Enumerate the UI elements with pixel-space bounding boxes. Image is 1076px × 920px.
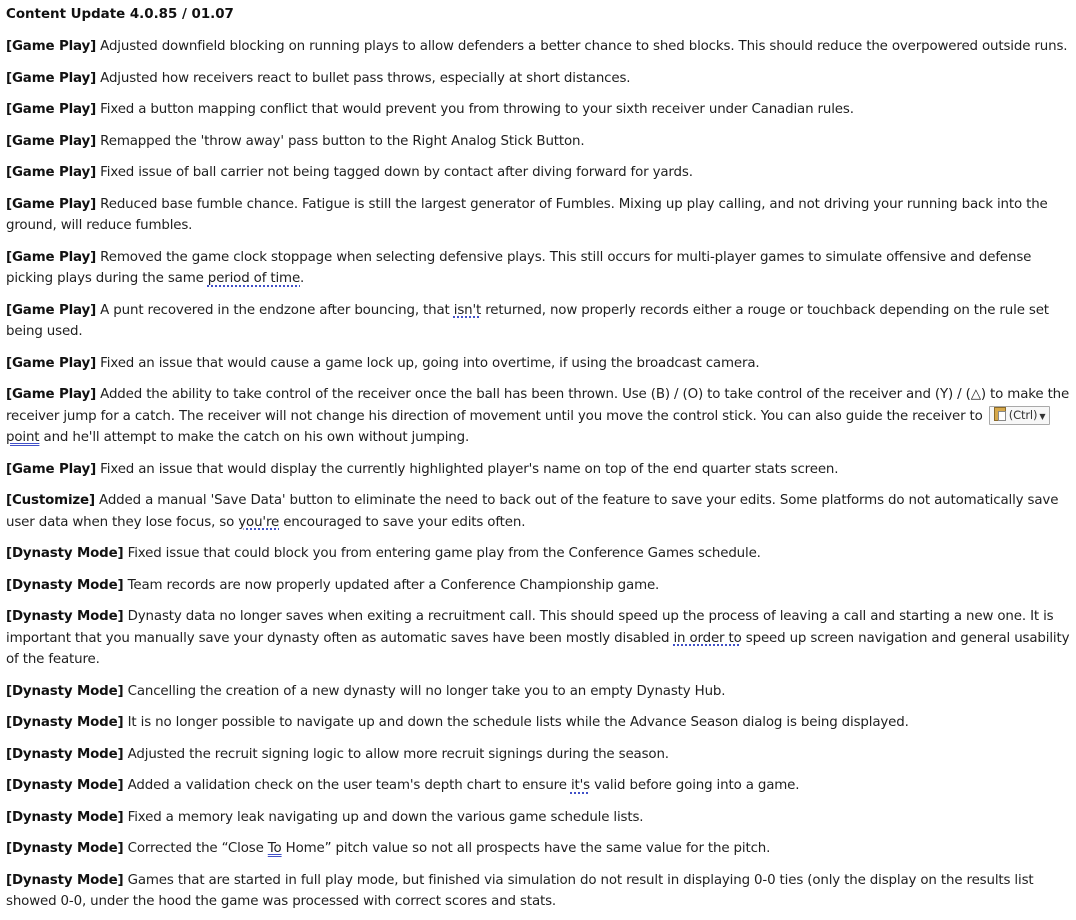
entry-text: Adjusted downfield blocking on running plays to allow defenders a better chance to shed blocks. This should reduce the overpowered outside runs. (96, 39, 1068, 54)
entry-text: Adjusted how receivers react to bullet pass throws, especially at short distances. (96, 70, 631, 86)
category-tag: [Game Play] (6, 102, 97, 117)
category-tag: [Game Play] (6, 165, 97, 180)
entry-text: A punt recovered in the endzone after bouncing, that (96, 302, 454, 318)
patch-note-entry (6, 870, 1070, 913)
entry-text: Corrected the “Close (123, 841, 268, 856)
patch-note-entry (6, 194, 1070, 237)
category-tag: [Dynasty Mode] (6, 683, 124, 699)
category-tag: [Dynasty Mode] (6, 746, 124, 762)
entry-text: encouraged to save your edits often. (279, 514, 526, 530)
patch-note-entry (6, 490, 1070, 533)
entry-text: . (300, 271, 305, 286)
entry-text: and he'll attempt to make the catch on his own without jumping. (39, 430, 470, 445)
entry-text: Cancelling the creation of a new dynasty will no longer take you to an empty Dynasty Hub. (123, 683, 726, 699)
entry-text: Added a manual 'Save Data' button to eliminate the need to back out of the feature to save your edits. Some platforms do not automatically save user data when they lose focus, so (6, 493, 1059, 530)
entry-text: speed up screen navigation and general usability of the feature. (6, 630, 1070, 667)
category-tag: [Dynasty Mode] (6, 609, 124, 624)
grammar-flagged-word[interactable]: To (267, 841, 282, 856)
category-tag: [Customize] (6, 493, 95, 508)
entry-text: Added the ability to take control of the receiver once the ball has been thrown. Use (B) / (O) to take control of the receiver and (Y) / (△) to make the receiver jump for a catch. The receiver will not change his direction of movement until you move the control stick. You can also guide the receiver to (6, 387, 1070, 424)
patch-note-entry (6, 575, 1070, 597)
entry-text: Fixed issue of ball carrier not being tagged down by contact after diving forward for yards. (96, 165, 693, 180)
category-tag: [Game Play] (6, 302, 97, 318)
category-tag: [Dynasty Mode] (6, 546, 124, 561)
patch-note-entry (6, 68, 1070, 90)
grammar-flagged-phrase[interactable]: period of time (207, 271, 301, 286)
category-tag: [Game Play] (6, 70, 97, 86)
patch-note-entry (6, 36, 1070, 58)
entry-text: Fixed an issue that would display the currently highlighted player's name on top of the end quarter stats screen. (96, 461, 839, 477)
patch-note-entry (6, 131, 1070, 153)
entry-text: Fixed issue that could block you from entering game play from the Conference Games schedule. (123, 546, 761, 561)
patch-note-entry (6, 247, 1070, 290)
patch-note-entry (6, 712, 1070, 734)
category-tag: [Game Play] (6, 461, 97, 477)
entry-text: Fixed an issue that would cause a game lock up, going into overtime, if using the broadcast camera. (96, 355, 760, 371)
patch-note-entry (6, 744, 1070, 766)
patch-note-entry (6, 775, 1070, 797)
patch-note-entry (6, 353, 1070, 375)
entry-text: Dynasty data no longer saves when exiting a recruitment call. This should speed up the process of leaving a call and starting a new one. It is important that you manually save your dynasty often as automatic saves have been mostly disabled (6, 609, 1054, 646)
entry-text: It is no longer possible to navigate up and down the schedule lists while the Advance Season dialog is being displayed. (123, 715, 909, 730)
grammar-flagged-word[interactable]: point (6, 430, 40, 445)
category-tag: [Game Play] (6, 249, 97, 265)
chevron-down-icon: ▼ (1039, 412, 1046, 421)
entry-text: Home” pitch value so not all prospects have the same value for the pitch. (281, 841, 771, 856)
entry-text: Team records are now properly updated after a Conference Championship game. (123, 577, 660, 593)
document-title: Content Update 4.0.85 / 01.07 (6, 7, 234, 22)
patch-note-entry (6, 99, 1070, 121)
patch-note-entry (6, 543, 1070, 565)
patch-note-entry (6, 838, 1070, 860)
category-tag: [Dynasty Mode] (6, 715, 124, 730)
patch-note-entry (6, 300, 1070, 343)
category-tag: [Game Play] (6, 196, 97, 212)
patch-note-entry (6, 681, 1070, 703)
patch-note-entry (6, 162, 1070, 184)
paste-options-button[interactable] (989, 406, 1051, 425)
grammar-flagged-word[interactable]: isn't (453, 302, 482, 318)
category-tag: [Game Play] (6, 387, 97, 402)
category-tag: [Dynasty Mode] (6, 841, 124, 856)
entry-text: Fixed a memory leak navigating up and down the various game schedule lists. (123, 809, 644, 825)
entry-text: returned, now properly records either a rouge or touchback depending on the rule set being used. (6, 302, 1049, 339)
entry-text: Fixed a button mapping conflict that would prevent you from throwing to your sixth receiver under Canadian rules. (96, 102, 854, 117)
patch-note-entry (6, 807, 1070, 829)
entry-text: Reduced base fumble chance. Fatigue is still the largest generator of Fumbles. Mixing up play calling, and not driving your running back into the ground, will reduce fumbles. (6, 196, 1048, 233)
entry-text: Remapped the 'throw away' pass button to the Right Analog Stick Button. (96, 133, 585, 149)
patch-note-entry (6, 606, 1070, 671)
category-tag: [Game Play] (6, 133, 97, 149)
entry-text: valid before going into a game. (589, 778, 800, 793)
category-tag: [Game Play] (6, 39, 97, 54)
entry-text: Adjusted the recruit signing logic to allow more recruit signings during the season. (123, 746, 669, 762)
entry-text: Games that are started in full play mode, but finished via simulation do not result in displaying 0-0 ties (only the display on the results list showed 0-0, under the hood the game was processed with correct scores and stats. (6, 872, 1034, 909)
entry-text: Removed the game clock stoppage when selecting defensive plays. This still occurs for multi-player games to simulate offensive and defense picking plays during the same (6, 249, 1032, 286)
grammar-flagged-word[interactable]: it's (570, 778, 590, 793)
grammar-flagged-phrase[interactable]: in order to (673, 630, 742, 646)
entry-text: Added a validation check on the user team's depth chart to ensure (123, 778, 571, 793)
category-tag: [Dynasty Mode] (6, 872, 124, 888)
category-tag: [Game Play] (6, 355, 97, 371)
category-tag: [Dynasty Mode] (6, 778, 124, 793)
category-tag: [Dynasty Mode] (6, 809, 124, 825)
clipboard-paste-icon (994, 407, 1006, 421)
category-tag: [Dynasty Mode] (6, 577, 124, 593)
patch-note-entry (6, 384, 1070, 449)
patch-note-entry (6, 459, 1070, 481)
paste-options-label: (Ctrl) (1008, 408, 1038, 422)
grammar-flagged-word[interactable]: you're (238, 514, 280, 530)
